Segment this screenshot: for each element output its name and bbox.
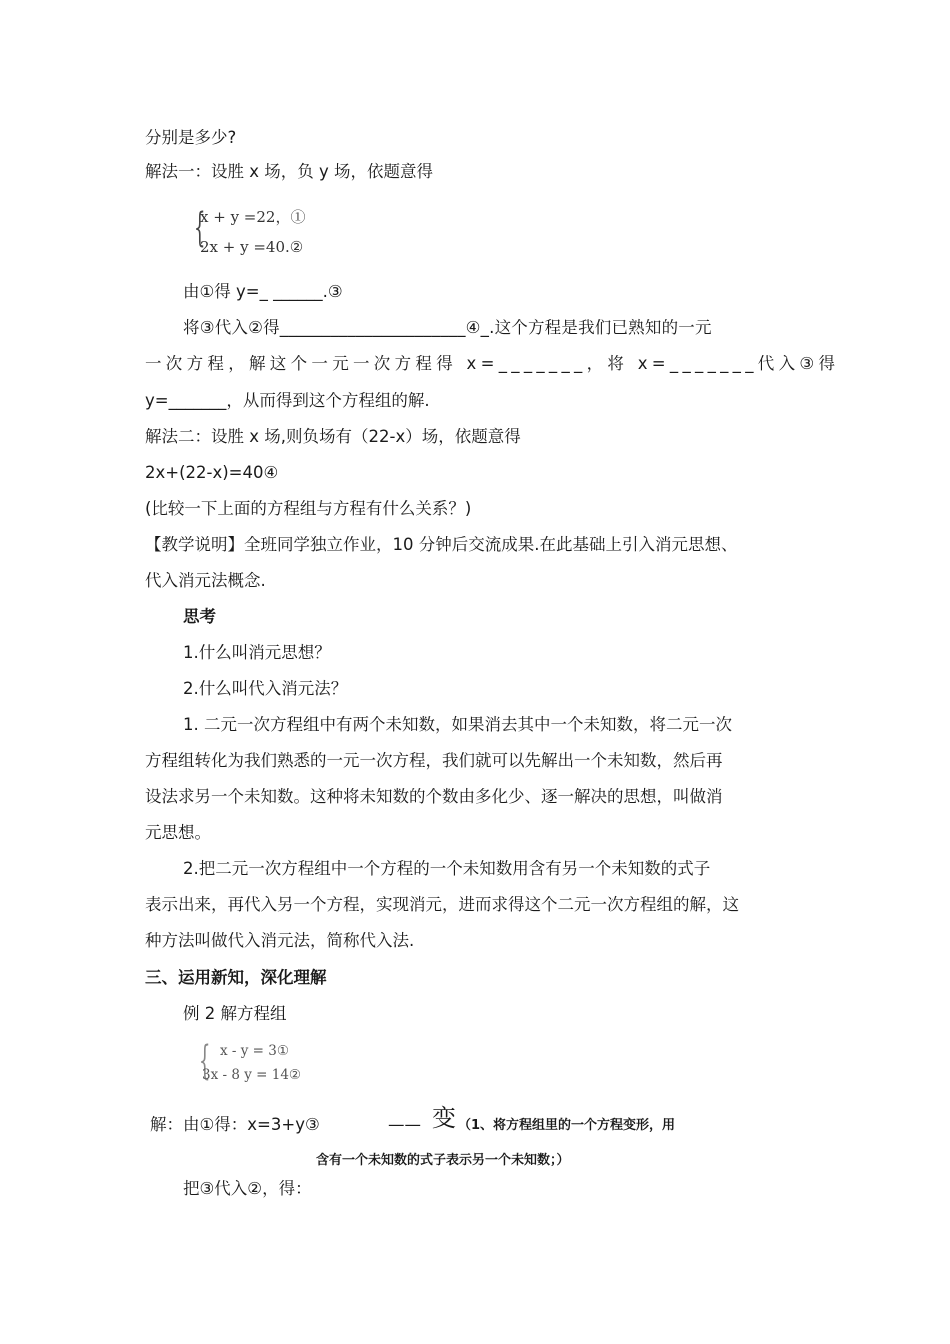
text-line: 解：由①得：x=3+y③ xyxy=(150,1115,320,1134)
text-line: 【教学说明】全班同学独立作业，10 分钟后交流成果.在此基础上引入消元思想、 xyxy=(145,535,738,554)
text-line: 把③代入②，得： xyxy=(183,1179,312,1198)
text-line: 例 2 解方程组 xyxy=(183,1004,287,1023)
text-line: y=_______，从而得到这个方程组的解. xyxy=(145,391,430,410)
text-line: 2.把二元一次方程组中一个方程的一个未知数用含有另一个未知数的式子 xyxy=(183,859,711,878)
text-line: 由①得 y=_ ______.③ xyxy=(183,282,343,301)
text-line: 2.什么叫代入消元法？ xyxy=(183,679,348,698)
text-line: 种方法叫做代入消元法，简称代入法. xyxy=(145,931,415,950)
brace-icon: { xyxy=(198,1038,211,1084)
equation-1: x + y =22，① xyxy=(200,208,306,226)
equation-2: 3x - 8 y = 14② xyxy=(202,1067,302,1083)
text-line: 一次方程，解这个一元一次方程得 x=_______，将 x=_______代入③得 xyxy=(145,354,840,373)
text-line: 设法求另一个未知数。这种将未知数的个数由多化少、逐一解决的思想，叫做消 xyxy=(145,787,723,806)
text-line: 1.什么叫消元思想？ xyxy=(183,643,331,662)
note-text: 含有一个未知数的式子表示另一个未知数；） xyxy=(316,1153,570,1168)
text-line: 方程组转化为我们熟悉的一元一次方程，我们就可以先解出一个未知数，然后再 xyxy=(145,751,723,770)
text-line: 元思想。 xyxy=(145,823,211,842)
note-text: （1、将方程组里的一个方程变形，用 xyxy=(458,1118,676,1133)
text-line: 代入消元法概念. xyxy=(145,571,266,590)
equation-2: 2x + y =40.② xyxy=(200,238,304,256)
dash: —— xyxy=(388,1115,421,1134)
text-line: 解法二：设胜 x 场,则负场有（22-x）场，依题意得 xyxy=(145,427,521,446)
section-heading: 思考 xyxy=(183,607,216,626)
equation-1: x - y = 3① xyxy=(220,1043,289,1059)
text-line: 解法一：设胜 x 场，负 y 场，依题意得 xyxy=(145,162,434,181)
text-line: 表示出来，再代入另一个方程，实现消元，进而求得这个二元一次方程组的解，这 xyxy=(145,895,739,914)
text-line: 将③代入②得______________________④_.这个方程是我们已熟知的一元 xyxy=(183,318,712,337)
brace-icon: { xyxy=(193,205,206,251)
text-line: 2x+(22-x)=40④ xyxy=(145,463,279,482)
section-heading: 三、运用新知，深化理解 xyxy=(145,968,327,987)
emphasis-char: 变 xyxy=(432,1104,456,1132)
text-line: (比较一下上面的方程组与方程有什么关系？) xyxy=(145,499,472,518)
text-line: 1. 二元一次方程组中有两个未知数，如果消去其中一个未知数，将二元一次 xyxy=(183,715,732,734)
text-line: 分别是多少? xyxy=(145,128,237,147)
